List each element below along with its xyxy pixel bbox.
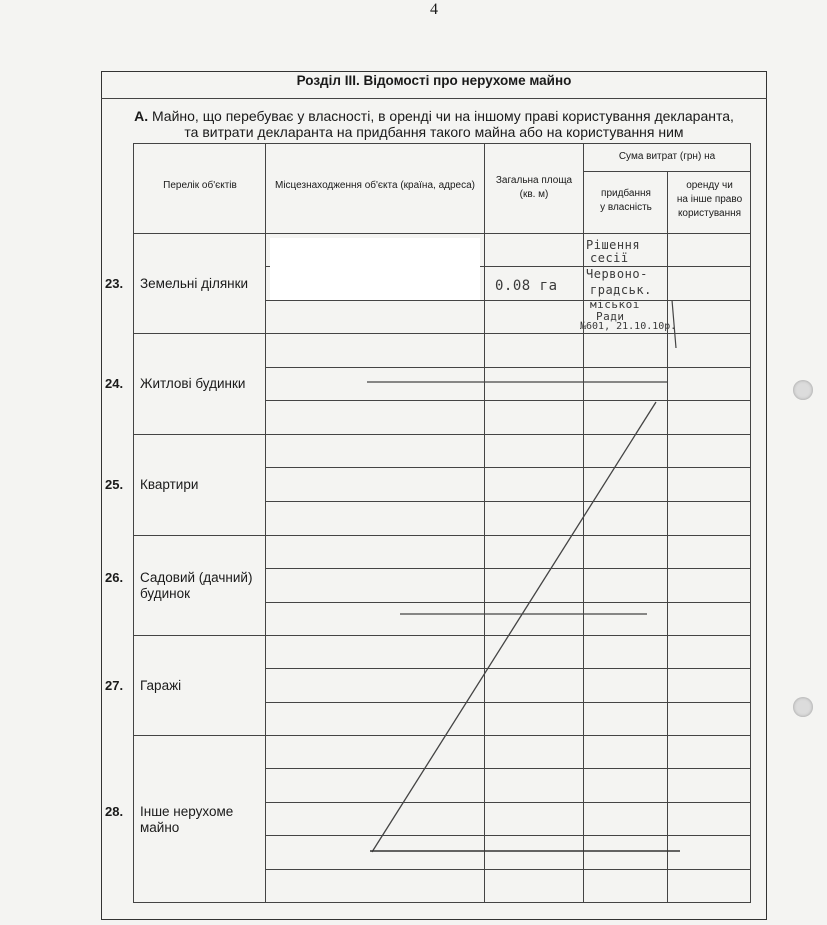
subsection-letter: А.: [134, 108, 149, 124]
strike-purchase-bracket: [672, 300, 676, 348]
header-rent-line1: оренду чи: [686, 180, 733, 191]
page-number: 4: [430, 1, 438, 18]
handwritten-purchase-note-1: Рішення: [586, 238, 641, 252]
row-label-other-line2: майно: [140, 820, 180, 835]
handwritten-purchase-note-7: №601, 21.10.10р.: [580, 321, 677, 332]
header-location: Місцезнаходження об'єкта (країна, адреса): [275, 180, 475, 191]
header-area-line2: (кв. м): [519, 189, 549, 200]
header-purchase-line1: придбання: [601, 188, 651, 199]
binder-hole-top: [793, 380, 813, 400]
row-label-other-line1: Інше нерухоме: [140, 804, 234, 819]
row-label-apartments: Квартири: [140, 477, 199, 492]
binder-hole-bottom: [793, 697, 813, 717]
subsection-text-line2: та витрати декларанта на придбання такого майна або на користування ним: [184, 124, 684, 140]
header-purchase-line2: у власність: [600, 202, 652, 213]
handwritten-purchase-note-4: градськ.: [590, 283, 652, 297]
header-area-line1: Загальна площа: [495, 175, 573, 186]
header-rent-line3: користування: [677, 208, 742, 219]
row-label-garden-house-line2: будинок: [140, 586, 191, 601]
handwritten-purchase-note-3: Червоно-: [586, 267, 648, 281]
row-label-garden-house-line1: Садовий (дачний): [140, 570, 253, 585]
row-label-garages: Гаражі: [140, 678, 182, 693]
handwritten-purchase-note-2: сесії: [590, 251, 629, 265]
row-number-24: 24.: [105, 376, 124, 391]
row-number-27: 27.: [105, 678, 124, 693]
row-number-25: 25.: [105, 477, 124, 492]
row-number-28: 28.: [105, 804, 124, 819]
handwritten-area-value: 0.08 га: [495, 278, 558, 294]
handwritten-purchase-note-6: Ради: [596, 310, 625, 323]
header-objects: Перелік об'єктів: [163, 180, 237, 191]
handwritten-purchase-note-5: міської: [590, 298, 640, 311]
row-label-houses: Житлові будинки: [140, 376, 246, 391]
row-number-23: 23.: [105, 276, 124, 291]
section-title: Розділ ІІІ. Відомості про нерухоме майно: [296, 73, 572, 88]
header-costs: Сума витрат (грн) на: [618, 151, 716, 162]
header-rent-line2: на інше право: [676, 194, 743, 205]
row-label-land: Земельні ділянки: [140, 276, 249, 291]
strike-diagonal: [372, 402, 656, 852]
row-number-26: 26.: [105, 570, 124, 585]
subsection-text-line1: Майно, що перебуває у власності, в оренді чи на іншому праві користування декларанта,: [151, 108, 734, 124]
